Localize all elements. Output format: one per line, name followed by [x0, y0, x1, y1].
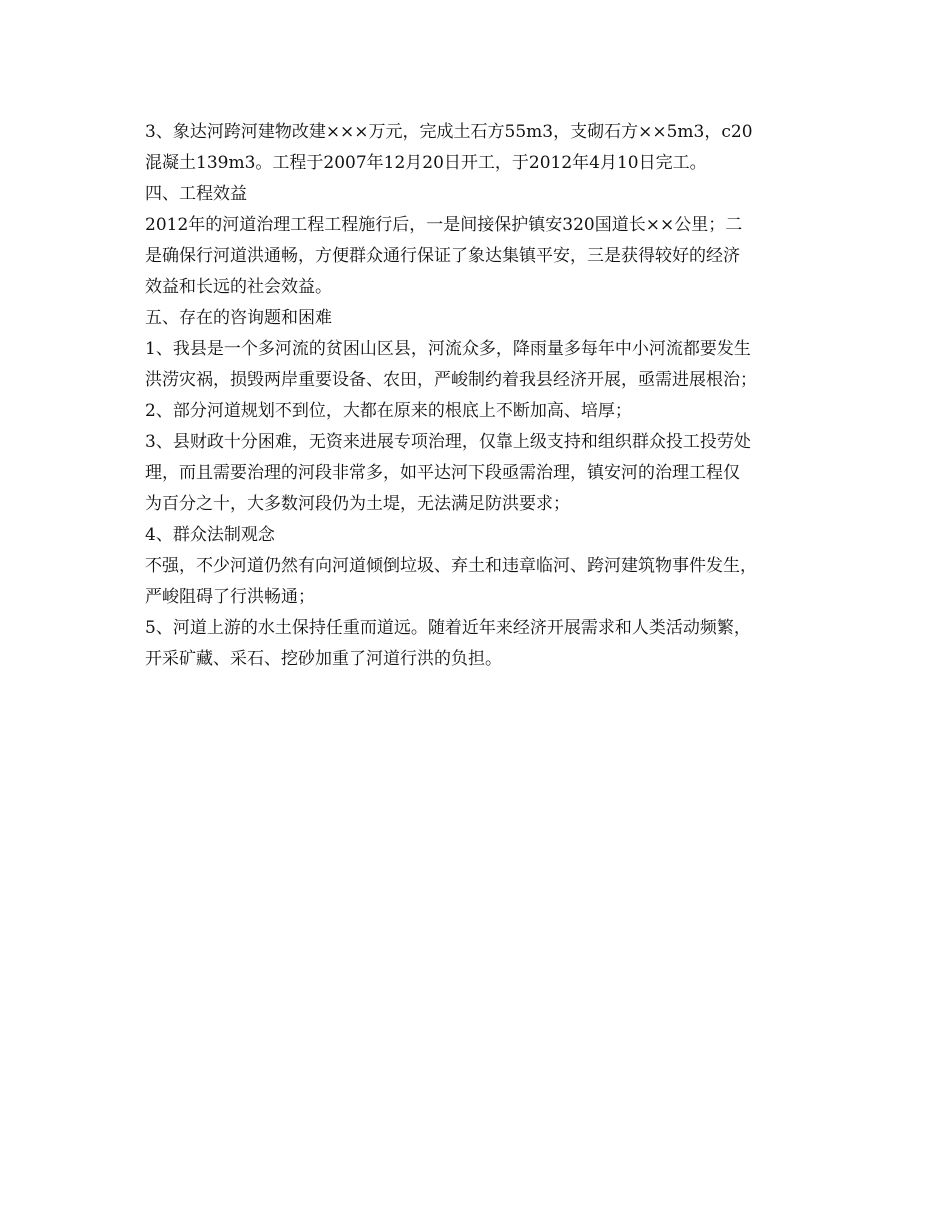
text-line: 混凝土139m3。工程于2007年12月20日开工，于2012年4月10日完工。: [145, 153, 707, 173]
text-line: 2、部分河道规划不到位，大都在原来的根底上不断加高、培厚；: [145, 401, 632, 421]
text-line: 为百分之十，大多数河段仍为土堤，无法满足防洪要求；: [145, 494, 570, 514]
text-line: 是确保行河道洪通畅，方便群众通行保证了象达集镇平安，三是获得较好的经济: [145, 246, 740, 266]
document-body: [145, 117, 815, 675]
text-line: 3、象达河跨河建物改建×××万元，完成土石方55m3，支砌石方××5m3，c20: [145, 122, 753, 142]
section-heading: 四、工程效益: [145, 184, 247, 204]
text-line: 严峻阻碍了行洪畅通；: [145, 587, 315, 607]
text-line: 开采矿藏、采石、挖砂加重了河道行洪的负担。: [145, 649, 502, 669]
text-line: 2012年的河道治理工程工程施行后，一是间接保护镇安320国道长××公里；二: [145, 215, 743, 235]
text-line: 4、群众法制观念: [145, 525, 275, 545]
text-line: 3、县财政十分困难，无资来进展专项治理，仅靠上级支持和组织群众投工投劳处: [145, 432, 751, 452]
text-line: 效益和长远的社会效益。: [145, 277, 332, 297]
text-line: 洪涝灾祸，损毁两岸重要设备、农田，严峻制约着我县经济开展，亟需进展根治；: [145, 370, 757, 390]
text-line: 不强，不少河道仍然有向河道倾倒垃圾、弃土和违章临河、跨河建筑物事件发生，: [145, 556, 757, 576]
section-heading: 五、存在的咨询题和困难: [145, 308, 332, 328]
text-line: 1、我县是一个多河流的贫困山区县，河流众多，降雨量多每年中小河流都要发生: [145, 339, 751, 359]
text-line: 理，而且需要治理的河段非常多，如平达河下段亟需治理，镇安河的治理工程仅: [145, 463, 740, 483]
text-line: 5、河道上游的水土保持任重而道远。随着近年来经济开展需求和人类活动频繁，: [145, 618, 751, 638]
